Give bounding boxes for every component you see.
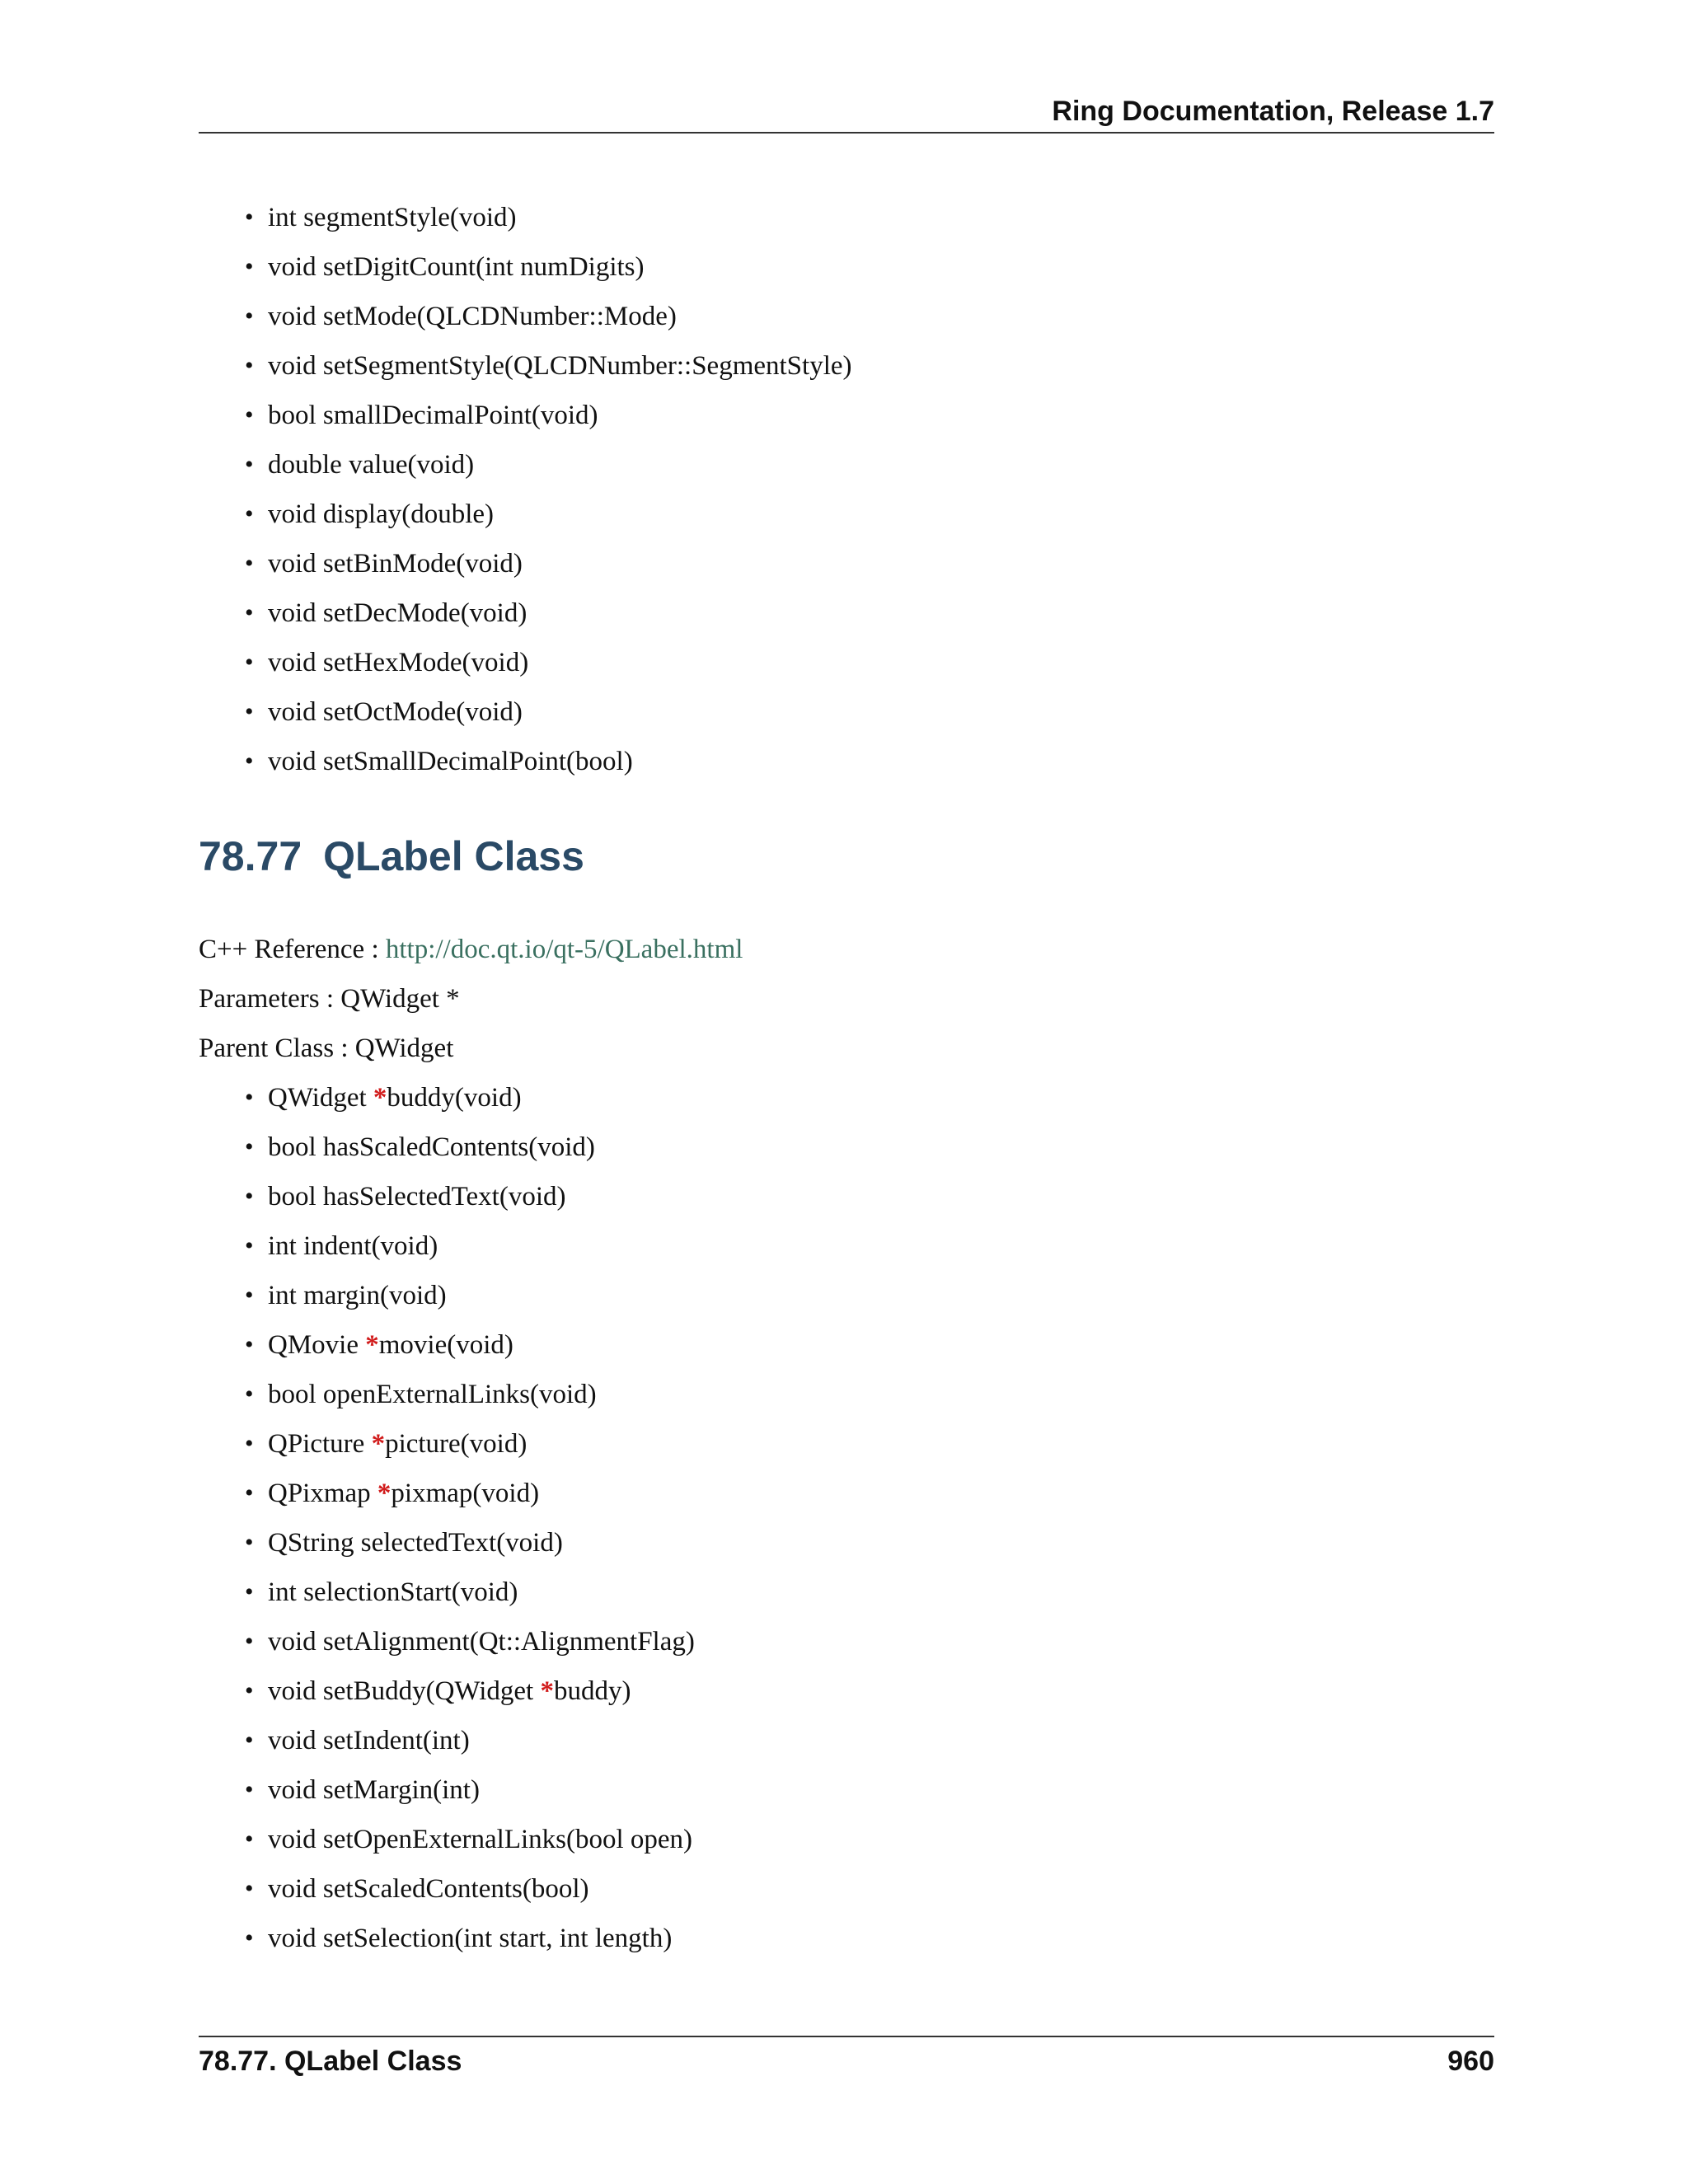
method-signature: int segmentStyle(void) xyxy=(268,203,517,232)
method-signature-part: QMovie xyxy=(268,1330,366,1360)
list-item xyxy=(245,1271,695,1320)
list-item xyxy=(245,1716,695,1765)
page-footer xyxy=(199,2036,1494,2077)
list-item xyxy=(245,242,852,292)
method-signature: void setMode(QLCDNumber::Mode) xyxy=(268,302,677,331)
method-signature-part: QPicture xyxy=(268,1429,372,1459)
list-item xyxy=(245,1122,695,1172)
list-item xyxy=(245,440,852,490)
list-item xyxy=(245,1568,695,1617)
document-title: Ring Documentation, Release 1.7 xyxy=(1052,96,1494,127)
list-item xyxy=(245,1370,695,1419)
page-number: 960 xyxy=(1447,2046,1494,2077)
list-item xyxy=(245,1815,695,1864)
section-number: 78.77 xyxy=(199,833,302,879)
section-heading xyxy=(199,832,584,880)
method-signature-part: void setScaledContents(bool) xyxy=(268,1874,589,1904)
method-signature-part: QString selectedText(void) xyxy=(268,1528,563,1558)
page-header xyxy=(199,91,1494,134)
list-item xyxy=(245,1666,695,1716)
method-signature-part: buddy(void) xyxy=(387,1083,522,1113)
method-signature-part: picture(void) xyxy=(385,1429,528,1459)
method-signature-part: int indent(void) xyxy=(268,1231,438,1261)
list-item xyxy=(245,1320,695,1370)
method-list-qlcdnumber xyxy=(245,193,852,786)
method-signature-part: int selectionStart(void) xyxy=(268,1577,518,1607)
list-item xyxy=(245,638,852,687)
method-signature: void display(double) xyxy=(268,499,495,529)
method-signature: void setSegmentStyle(QLCDNumber::SegmentStyle) xyxy=(268,351,852,381)
method-signature: void setHexMode(void) xyxy=(268,648,529,677)
list-item xyxy=(245,539,852,588)
method-signature: void setDigitCount(int numDigits) xyxy=(268,252,645,282)
list-item xyxy=(245,1469,695,1518)
method-signature-part: void setMargin(int) xyxy=(268,1775,480,1805)
method-signature-part: movie(void) xyxy=(378,1330,513,1360)
list-item xyxy=(245,588,852,638)
list-item xyxy=(245,391,852,440)
section-title: QLabel Class xyxy=(323,833,584,879)
list-item xyxy=(245,341,852,391)
method-signature-part: void setOpenExternalLinks(bool open) xyxy=(268,1825,693,1854)
list-item xyxy=(245,1914,695,1963)
list-item xyxy=(245,1221,695,1271)
method-signature: void setBinMode(void) xyxy=(268,549,523,579)
parent-class-line: Parent Class : QWidget xyxy=(199,1033,454,1063)
list-item xyxy=(245,1864,695,1914)
method-signature: void setOctMode(void) xyxy=(268,697,523,727)
list-item xyxy=(245,1617,695,1666)
list-item xyxy=(245,193,852,242)
cpp-reference xyxy=(199,925,743,974)
parameters-line: Parameters : QWidget * xyxy=(199,984,460,1014)
method-signature-part: QWidget xyxy=(268,1083,373,1113)
method-signature-part: pixmap(void) xyxy=(391,1479,540,1508)
method-signature-part: void setAlignment(Qt::AlignmentFlag) xyxy=(268,1627,695,1657)
method-signature-part: int margin(void) xyxy=(268,1281,447,1310)
method-signature-part: void setSelection(int start, int length) xyxy=(268,1924,673,1953)
method-list-qlabel xyxy=(245,1073,695,1963)
list-item xyxy=(245,1518,695,1568)
method-signature-part: void setIndent(int) xyxy=(268,1726,470,1755)
cpp-reference-label: C++ Reference : xyxy=(199,935,386,964)
list-item xyxy=(245,1419,695,1469)
method-signature: void setDecMode(void) xyxy=(268,598,528,628)
method-signature-part: QPixmap xyxy=(268,1479,377,1508)
method-signature-part: void setBuddy(QWidget xyxy=(268,1676,541,1706)
cpp-reference-link[interactable]: http://doc.qt.io/qt-5/QLabel.html xyxy=(385,935,743,964)
method-signature-part: bool hasSelectedText(void) xyxy=(268,1182,566,1212)
pointer-star: * xyxy=(373,1083,387,1113)
method-signature: bool smallDecimalPoint(void) xyxy=(268,401,598,430)
footer-section: 78.77. QLabel Class xyxy=(199,2046,462,2077)
method-signature: double value(void) xyxy=(268,450,475,480)
method-signature-part: buddy) xyxy=(553,1676,631,1706)
pointer-star: * xyxy=(377,1479,392,1508)
list-item xyxy=(245,687,852,737)
method-signature-part: bool openExternalLinks(void) xyxy=(268,1380,597,1409)
list-item xyxy=(245,1172,695,1221)
pointer-star: * xyxy=(365,1330,379,1360)
list-item xyxy=(245,490,852,539)
list-item xyxy=(245,1765,695,1815)
method-signature-part: bool hasScaledContents(void) xyxy=(268,1132,595,1162)
list-item xyxy=(245,1073,695,1122)
pointer-star: * xyxy=(371,1429,386,1459)
pointer-star: * xyxy=(540,1676,554,1706)
method-signature: void setSmallDecimalPoint(bool) xyxy=(268,747,633,776)
list-item xyxy=(245,737,852,786)
list-item xyxy=(245,292,852,341)
